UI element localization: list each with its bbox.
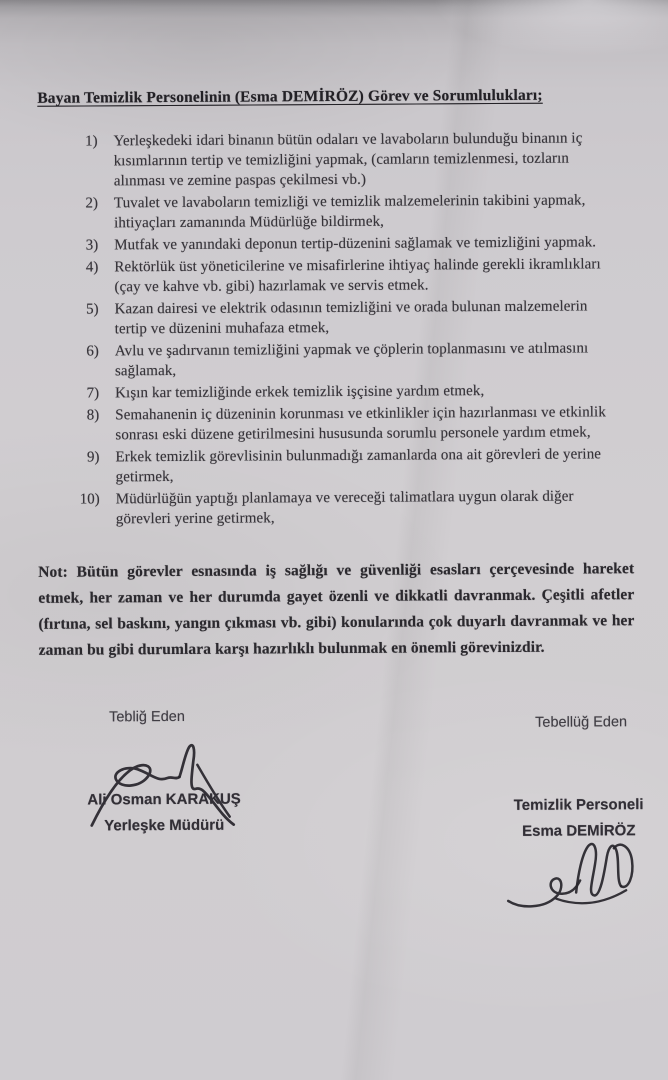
list-item xyxy=(0,296,667,340)
list-item xyxy=(0,486,668,530)
item-text: Müdürlüğün yaptığı planlamaya ve vereceği talimatlara uygun olarak diğer görevleri yerine getirmek, xyxy=(115,488,574,528)
item-number: 5) xyxy=(86,301,99,318)
item-text: Rektörlük üst yöneticilerine ve misafirlerine ihtiyaç halinde gerekli ikramlıkları (çay ve kahve vb. gibi) hazırlamak ve servis etmek. xyxy=(114,256,601,296)
list-item xyxy=(0,380,667,404)
item-text: Tuvalet ve lavaboların temizliği ve temizlik malzemelerinin takibini yapmak, ihtiyaçları zamanında Müdürlüğe bildirmek, xyxy=(113,192,586,232)
list-item xyxy=(0,444,668,488)
item-number: 3) xyxy=(85,237,99,254)
duties-list xyxy=(0,128,668,530)
item-number: 7) xyxy=(86,385,100,402)
item-text: Kışın kar temizliğinde erkek temizlik işçisine yardım etmek, xyxy=(115,383,485,402)
item-text: Kazan dairesi ve elektrik odasının temizliğini ve orada bulunan malzemelerin tertip ve düzenini muhafaza etmek, xyxy=(114,298,588,338)
signer-name-left xyxy=(62,786,267,839)
item-text: Yerleşkedeki idari binanın bütün odaları ve lavaboların bulunduğu binanın iç kısımlarının tertip ve temizliğini yapmak, (camların temizlenmesi, tozların alınması ve zemine paspas çekilmesi vb.) xyxy=(113,130,583,190)
signer-name-right xyxy=(480,792,668,845)
item-number: 1) xyxy=(85,133,98,150)
note-paragraph: Not: Bütün görevler esnasında iş sağlığı ve güvenliği esasları çerçevesinde hareket etmek, her zaman ve her durumda gayet özenli ve dikkatli davranmak. Çeşitli afetler (fırtına, sel baskını, yangın çıkması vb. gibi) konularında çok duyarlı davranmak ve her zaman bu gibi durumlara karşı hazırlıklı bulunmak en önemli görevinizdir. xyxy=(38,560,635,659)
page-title: Bayan Temizlik Personelinin (Esma DEMİRÖZ) Görev ve Sorumlulukları; xyxy=(37,86,543,107)
list-item xyxy=(0,190,666,234)
item-text: Semahanenin iç düzeninin korunması ve etkinlikler için hazırlanması ve etkinlik sonrası eski düzene getirilmesini hususunda sorumlu personele yardım etmek, xyxy=(115,404,606,444)
item-text: Avlu ve şadırvanın temizliğini yapmak ve çöplerin toplanmasını ve atılmasını sağlamak, xyxy=(114,340,589,380)
list-item xyxy=(0,402,667,446)
item-text: Erkek temizlik görevlisinin bulunmadığı zamanlarda ona ait görevleri de yerine getirmek, xyxy=(115,446,602,486)
list-item xyxy=(0,338,667,382)
signer-label-right: Tebellüğ Eden xyxy=(535,714,628,731)
list-item xyxy=(0,128,666,192)
item-number: 2) xyxy=(85,195,98,212)
item-number: 10) xyxy=(79,491,100,508)
list-item xyxy=(0,232,666,256)
item-number: 9) xyxy=(86,449,100,466)
item-number: 8) xyxy=(86,407,100,424)
signer-title-text: Temizlik Personeli xyxy=(513,796,644,814)
signer-name-text: Esma DEMİRÖZ xyxy=(522,822,636,840)
list-item xyxy=(0,254,667,298)
signature-right-icon xyxy=(500,836,641,922)
signer-name-text: Ali Osman KARAKUŞ xyxy=(87,790,241,809)
signer-title-text: Yerleşke Müdürü xyxy=(104,816,225,835)
item-text: Mutfak ve yanındaki deponun tertip-düzenini sağlamak ve temizliğini yapmak. xyxy=(114,234,597,254)
item-number: 6) xyxy=(86,343,99,360)
item-number: 4) xyxy=(85,259,99,276)
signer-label-left: Tebliğ Eden xyxy=(109,708,185,726)
